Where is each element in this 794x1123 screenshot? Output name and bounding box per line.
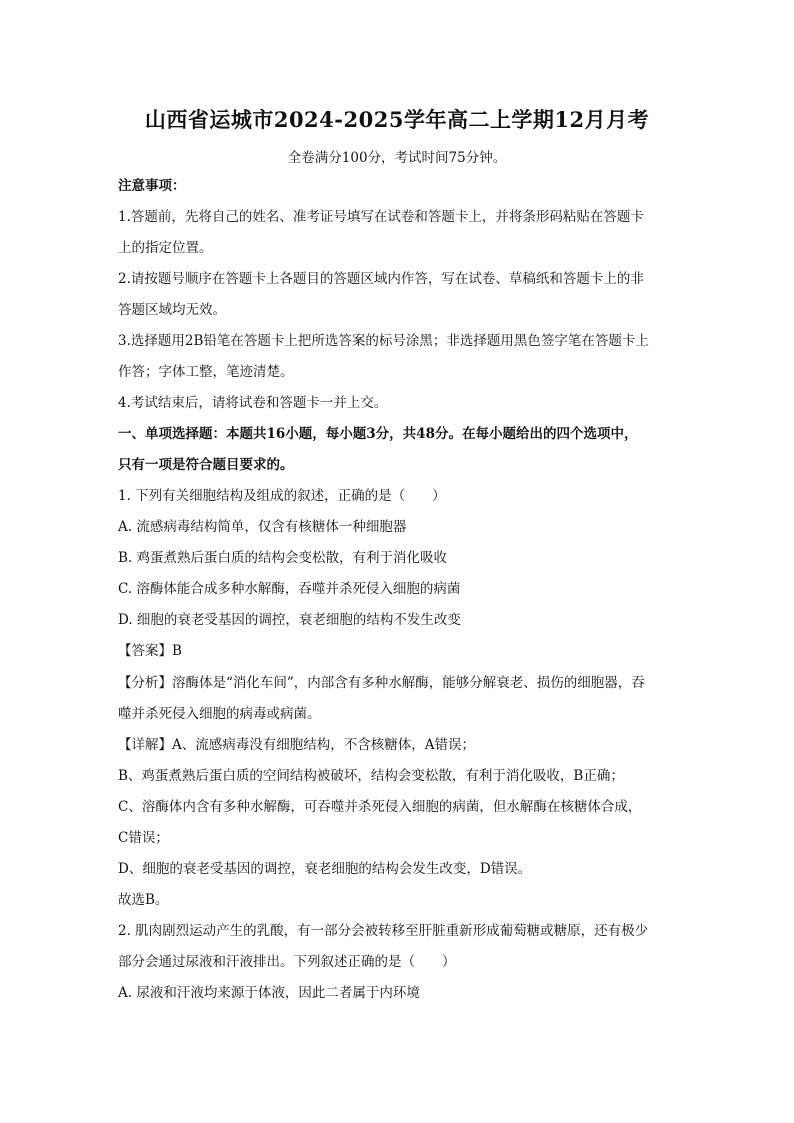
option-a: A. 流感病毒结构简单，仅含有核糖体一种细胞器 (118, 519, 407, 535)
analysis-line: 【分析】溶酶体是“消化车间”，内部含有多种水解酶，能够分解衰老、损伤的细胞器，吞 (118, 675, 645, 691)
question-stem: 1. 下列有关细胞结构及组成的叙述，正确的是（ ） (118, 488, 446, 504)
notes-heading: 注意事项： (118, 178, 186, 194)
question-stem: 部分会通过尿液和汗液排出。下列叙述正确的是（ ） (118, 954, 456, 970)
note-line: 2.请按题号顺序在答题卡上各题目的答题区域内作答，写在试卷、草稿纸和答题卡上的非 (118, 271, 644, 287)
exam-info: 全卷满分100分，考试时间75分钟。 (287, 150, 507, 166)
option-a: A. 尿液和汗液均来源于体液，因此二者属于内环境 (118, 985, 420, 1001)
note-line: 上的指定位置。 (118, 240, 213, 256)
question-stem: 2. 肌肉剧烈运动产生的乳酸，有一部分会被转移至肝脏重新形成葡萄糖或糖原，还有极少 (118, 923, 649, 939)
detail-line: C、溶酶体内含有多种水解酶，可吞噬并杀死侵入细胞的病菌，但水解酶在核糖体合成， (118, 799, 642, 815)
section-heading: 只有一项是符合题目要求的。 (118, 457, 294, 473)
conclusion-line: 故选B。 (118, 892, 169, 908)
note-line: 答题区域均无效。 (118, 302, 226, 318)
answer-line: 【答案】B (118, 643, 182, 659)
analysis-line: 噬并杀死侵入细胞的病毒或病菌。 (118, 706, 321, 722)
option-c: C. 溶酶体能合成多种水解酶，吞噬并杀死侵入细胞的病菌 (118, 581, 461, 597)
note-line: 1.答题前，先将自己的姓名、准考证号填写在试卷和答题卡上，并将条形码粘贴在答题卡 (118, 209, 644, 225)
detail-line: C错误； (118, 830, 169, 846)
detail-line: 【详解】A、流感病毒没有细胞结构，不含核糖体，A错误； (118, 737, 475, 753)
section-heading: 一、单项选择题：本题共16小题，每小题3分，共48分。在每小题给出的四个选项中， (118, 426, 638, 442)
detail-line: B、鸡蛋煮熟后蛋白质的空间结构被破坏，结构会变松散，有利于消化吸收，B正确； (118, 768, 624, 784)
detail-line: D、细胞的衰老受基因的调控，衰老细胞的结构会发生改变，D错误。 (118, 861, 532, 877)
option-b: B. 鸡蛋煮熟后蛋白质的结构会变松散，有利于消化吸收 (118, 550, 448, 566)
option-d: D. 细胞的衰老受基因的调控，衰老细胞的结构不发生改变 (118, 612, 461, 628)
note-line: 作答；字体工整，笔迹清楚。 (118, 364, 294, 380)
note-line: 3.选择题用2B铅笔在答题卡上把所选答案的标号涂黑；非选择题用黑色签字笔在答题卡上 (118, 333, 649, 349)
document-title: 山西省运城市2024-2025学年高二上学期12月月考 (144, 107, 650, 132)
note-line: 4.考试结束后，请将试卷和答题卡一并上交。 (118, 395, 388, 411)
